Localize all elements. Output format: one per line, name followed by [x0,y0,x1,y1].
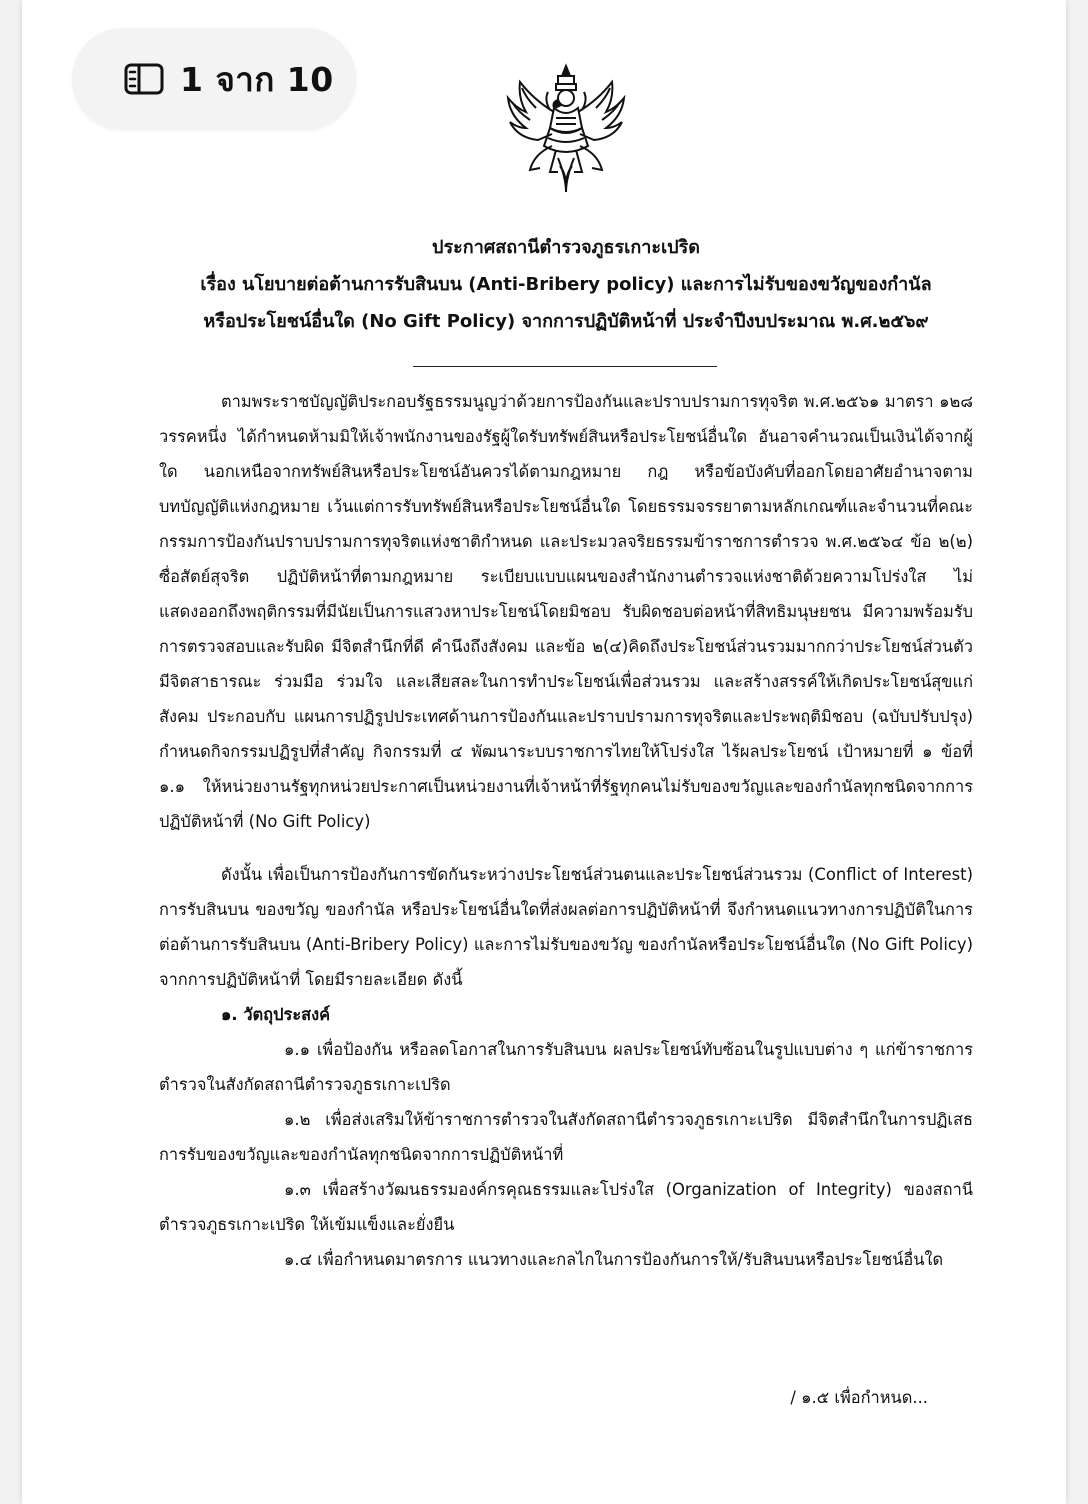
page-indicator-label: 1 จาก 10 [180,59,334,99]
document-body [159,384,973,1277]
paragraph-2: ดังนั้น เพื่อเป็นการป้องกันการขัดกันระหว่างประโยชน์ส่วนตนและประโยชน์ส่วนรวม (Conflict of Interest) การรับสินบน ของขวัญ ของกำนัล หรือประโยชน์อื่นใดที่ส่งผลต่อการปฏิบัติหน้าที่ จึงกำหนดแนวทางการปฏิบัติในการต่อต้านการรับสินบน (Anti-Bribery Policy) และการไม่รับของขวัญ ของกำนัลหรือประโยชน์อื่นใด (No Gift Policy) จากการปฏิบัติหน้าที่ โดยมีรายละเอียด ดังนี้ [159,865,973,989]
objective-item-1-3: ๑.๓ เพื่อสร้างวัฒนธรรมองค์กรคุณธรรมและโปร่งใส (Organization of Integrity) ของสถานีตำรวจภูธรเกาะเปริด ให้เข้มแข็งและยั่งยืน [159,1180,973,1234]
subject-line-2: หรือประโยชน์อื่นใด (No Gift Policy) จากการปฏิบัติหน้าที่ ประจำปีงบประมาณ พ.ศ.๒๕๖๙ [203,311,929,332]
document-page [22,0,1066,1504]
subject-line-1: เรื่อง นโยบายต่อต้านการรับสินบน (Anti-Bribery policy) และการไม่รับของขวัญของกำนัล [200,274,932,295]
page-indicator[interactable] [72,28,356,130]
objective-item-1-1: ๑.๑ เพื่อป้องกัน หรือลดโอกาสในการรับสินบน ผลประโยชน์ทับซ้อนในรูปแบบต่าง ๆ แก่ข้าราชการตำรวจในสังกัดสถานีตำรวจภูธรเกาะเปริด [159,1040,973,1094]
objective-item-1-2: ๑.๒ เพื่อส่งเสริมให้ข้าราชการตำรวจในสังกัดสถานีตำรวจภูธรเกาะเปริด มีจิตสำนึกในการปฏิเสธการรับของขวัญและของกำนัลทุกชนิดจากการปฏิบัติหน้าที่ [159,1110,973,1164]
continuation-note: / ๑.๕ เพื่อกำหนด... [790,1388,928,1407]
section-1-heading: ๑. วัตถุประสงค์ [221,1005,331,1024]
paragraph-1: ตามพระราชบัญญัติประกอบรัฐธรรมนูญว่าด้วยการป้องกันและปราบปรามการทุจริต พ.ศ.๒๕๖๑ มาตรา ๑๒๘ วรรคหนึ่ง ได้กำหนดห้ามมิให้เจ้าพนักงานของรัฐผู้ใดรับทรัพย์สินหรือประโยชน์อื่นใด อันอาจคำนวณเป็นเงินได้จากผู้ใด นอกเหนือจากทรัพย์สินหรือประโยชน์อันควรได้ตามกฎหมาย กฎ หรือข้อบังคับที่ออกโดยอาศัยอำนาจตามบทบัญญัติแห่งกฎหมาย เว้นแต่การรับทรัพย์สินหรือประโยชน์อื่นใด โดยธรรมจรรยาตามหลักเกณฑ์และจำนวนที่คณะกรรมการป้องกันปราบปรามการทุจริตแห่งชาติกำหนด และประมวลจริยธรรมข้าราชการตำรวจ พ.ศ.๒๕๖๔ ข้อ ๒(๒) ซื่อสัตย์สุจริต ปฏิบัติหน้าที่ตามกฎหมาย ระเบียบแบบแผนของสำนักงานตำรวจแห่งชาติด้วยความโปร่งใส ไม่แสดงออกถึงพฤติกรรมที่มีนัยเป็นการแสวงหาประโยชน์โดยมิชอบ รับผิดชอบต่อหน้าที่สิทธิมนุษยชน มีความพร้อมรับการตรวจสอบและรับผิด มีจิตสำนึกที่ดี คำนึงถึงสังคม และข้อ ๒(๔)คิดถึงประโยชน์ส่วนรวมมากกว่าประโยชน์ส่วนตัว มีจิตสาธารณะ ร่วมมือ ร่วมใจ และเสียสละในการทำประโยชน์เพื่อส่วนรวม และสร้างสรรค์ให้เกิดประโยชน์สุขแก่สังคม ประกอบกับ แผนการปฏิรูปประเทศด้านการป้องกันและปราบปรามการทุจริตและประพฤติมิชอบ (ฉบับปรับปรุง) กำหนดกิจกรรมปฏิรูปที่สำคัญ กิจกรรมที่ ๔ พัฒนาระบบราชการไทยให้โปร่งใส ไร้ผลประโยชน์ เป้าหมายที่ ๑ ข้อที่ ๑.๑ ให้หน่วยงานรัฐทุกหน่วยประกาศเป็นหน่วยงานที่เจ้าหน้าที่รัฐทุกคนไม่รับของขวัญและของกำนัลทุกชนิดจากการปฏิบัติหน้าที่ (No Gift Policy) [159,392,973,831]
garuda-emblem-icon [498,62,634,194]
title-divider [413,366,717,367]
objective-item-1-4: ๑.๔ เพื่อกำหนดมาตรการ แนวทางและกลไกในการป้องกันการให้/รับสินบนหรือประโยชน์อื่นใด [284,1250,944,1269]
announcement-title: ประกาศสถานีตำรวจภูธรเกาะเปริด [432,237,700,258]
page-layout-icon [124,63,164,95]
